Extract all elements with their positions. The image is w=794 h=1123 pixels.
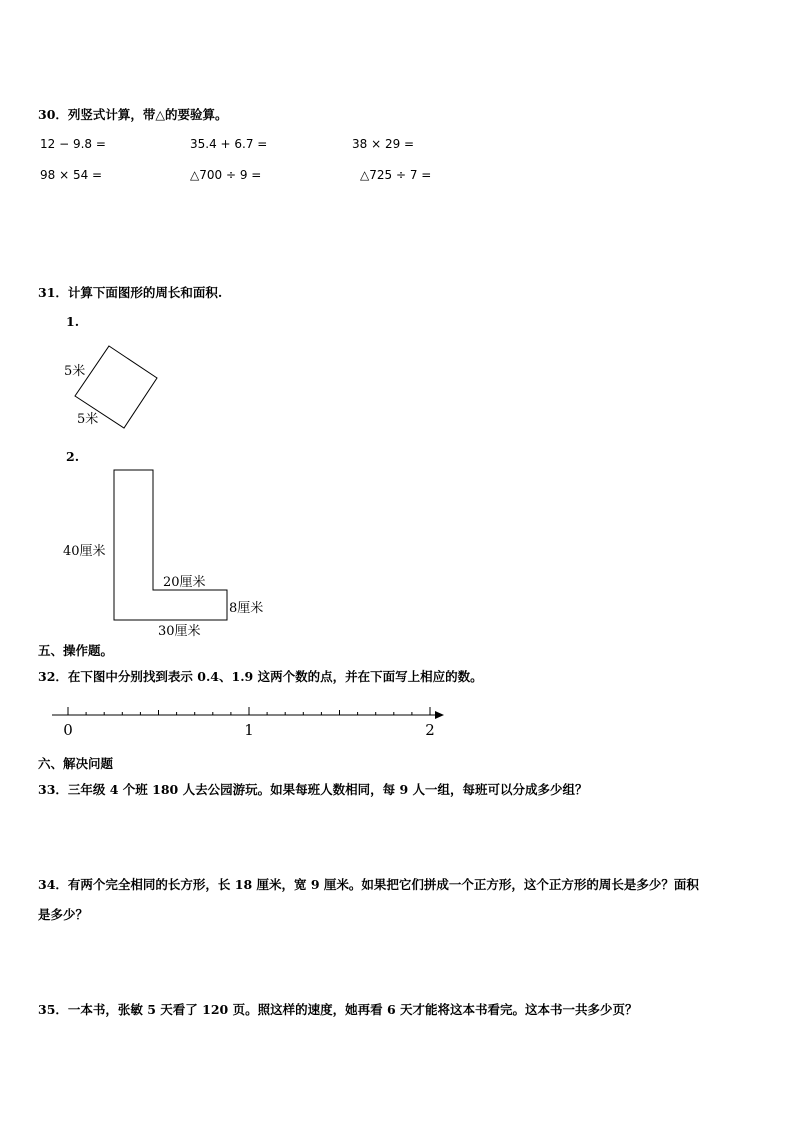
square-side-label-b: 5米 bbox=[77, 412, 99, 427]
expr-38-times-29: 38 × 29 = bbox=[352, 137, 415, 151]
q33-title: 33．三年级 4 个班 180 人去公园游玩。如果每班人数相同，每 9 人一组，每班可以分成多少组？ bbox=[38, 782, 588, 797]
expr-700-div-9: △700 ÷ 9 = bbox=[190, 168, 262, 182]
l-height-label: 40厘米 bbox=[63, 544, 106, 559]
l-inner-label: 20厘米 bbox=[163, 575, 206, 590]
l-shape bbox=[114, 470, 227, 620]
q34-line-1: 34．有两个完全相同的长方形，长 18 厘米，宽 9 厘米。如果把它们拼成一个正方形，这个正方形的周长是多少？面积 bbox=[38, 877, 699, 892]
l-end-label: 8厘米 bbox=[229, 601, 264, 616]
q30-title: 30．列竖式计算，带△的要验算。 bbox=[38, 107, 228, 122]
q34-line-2: 是多少？ bbox=[38, 907, 89, 922]
l-base-label: 30厘米 bbox=[158, 624, 201, 639]
number-line-arrow-icon bbox=[435, 711, 444, 719]
q35-title: 35．一本书，张敏 5 天看了 120 页。照这样的速度，她再看 6 天才能将这本书看完。这本书一共多少页？ bbox=[38, 1002, 638, 1017]
section-6-title: 六、解决问题 bbox=[38, 756, 114, 771]
q32-title: 32．在下图中分别找到表示 0.4、1.9 这两个数的点，并在下面写上相应的数。 bbox=[38, 669, 483, 684]
number-line-label-0: 0 bbox=[63, 721, 73, 739]
expr-12-minus-9.8: 12 − 9.8 = bbox=[40, 137, 106, 151]
number-line-label-1: 1 bbox=[244, 721, 254, 739]
section-5-title: 五、操作题。 bbox=[38, 643, 114, 658]
expr-98-times-54: 98 × 54 = bbox=[40, 168, 103, 182]
number-line-label-2: 2 bbox=[425, 721, 435, 739]
expr-725-div-7: △725 ÷ 7 = bbox=[360, 168, 432, 182]
square-figure bbox=[60, 340, 170, 435]
square-side-label-a: 5米 bbox=[64, 364, 86, 379]
figure-1-label: 1. bbox=[66, 314, 80, 329]
q31-title: 31．计算下面图形的周长和面积. bbox=[38, 285, 223, 300]
l-shape-figure bbox=[60, 460, 275, 645]
expr-35.4-plus-6.7: 35.4 + 6.7 = bbox=[190, 137, 268, 151]
figure-2-label: 2. bbox=[66, 449, 80, 464]
number-line bbox=[50, 700, 450, 745]
